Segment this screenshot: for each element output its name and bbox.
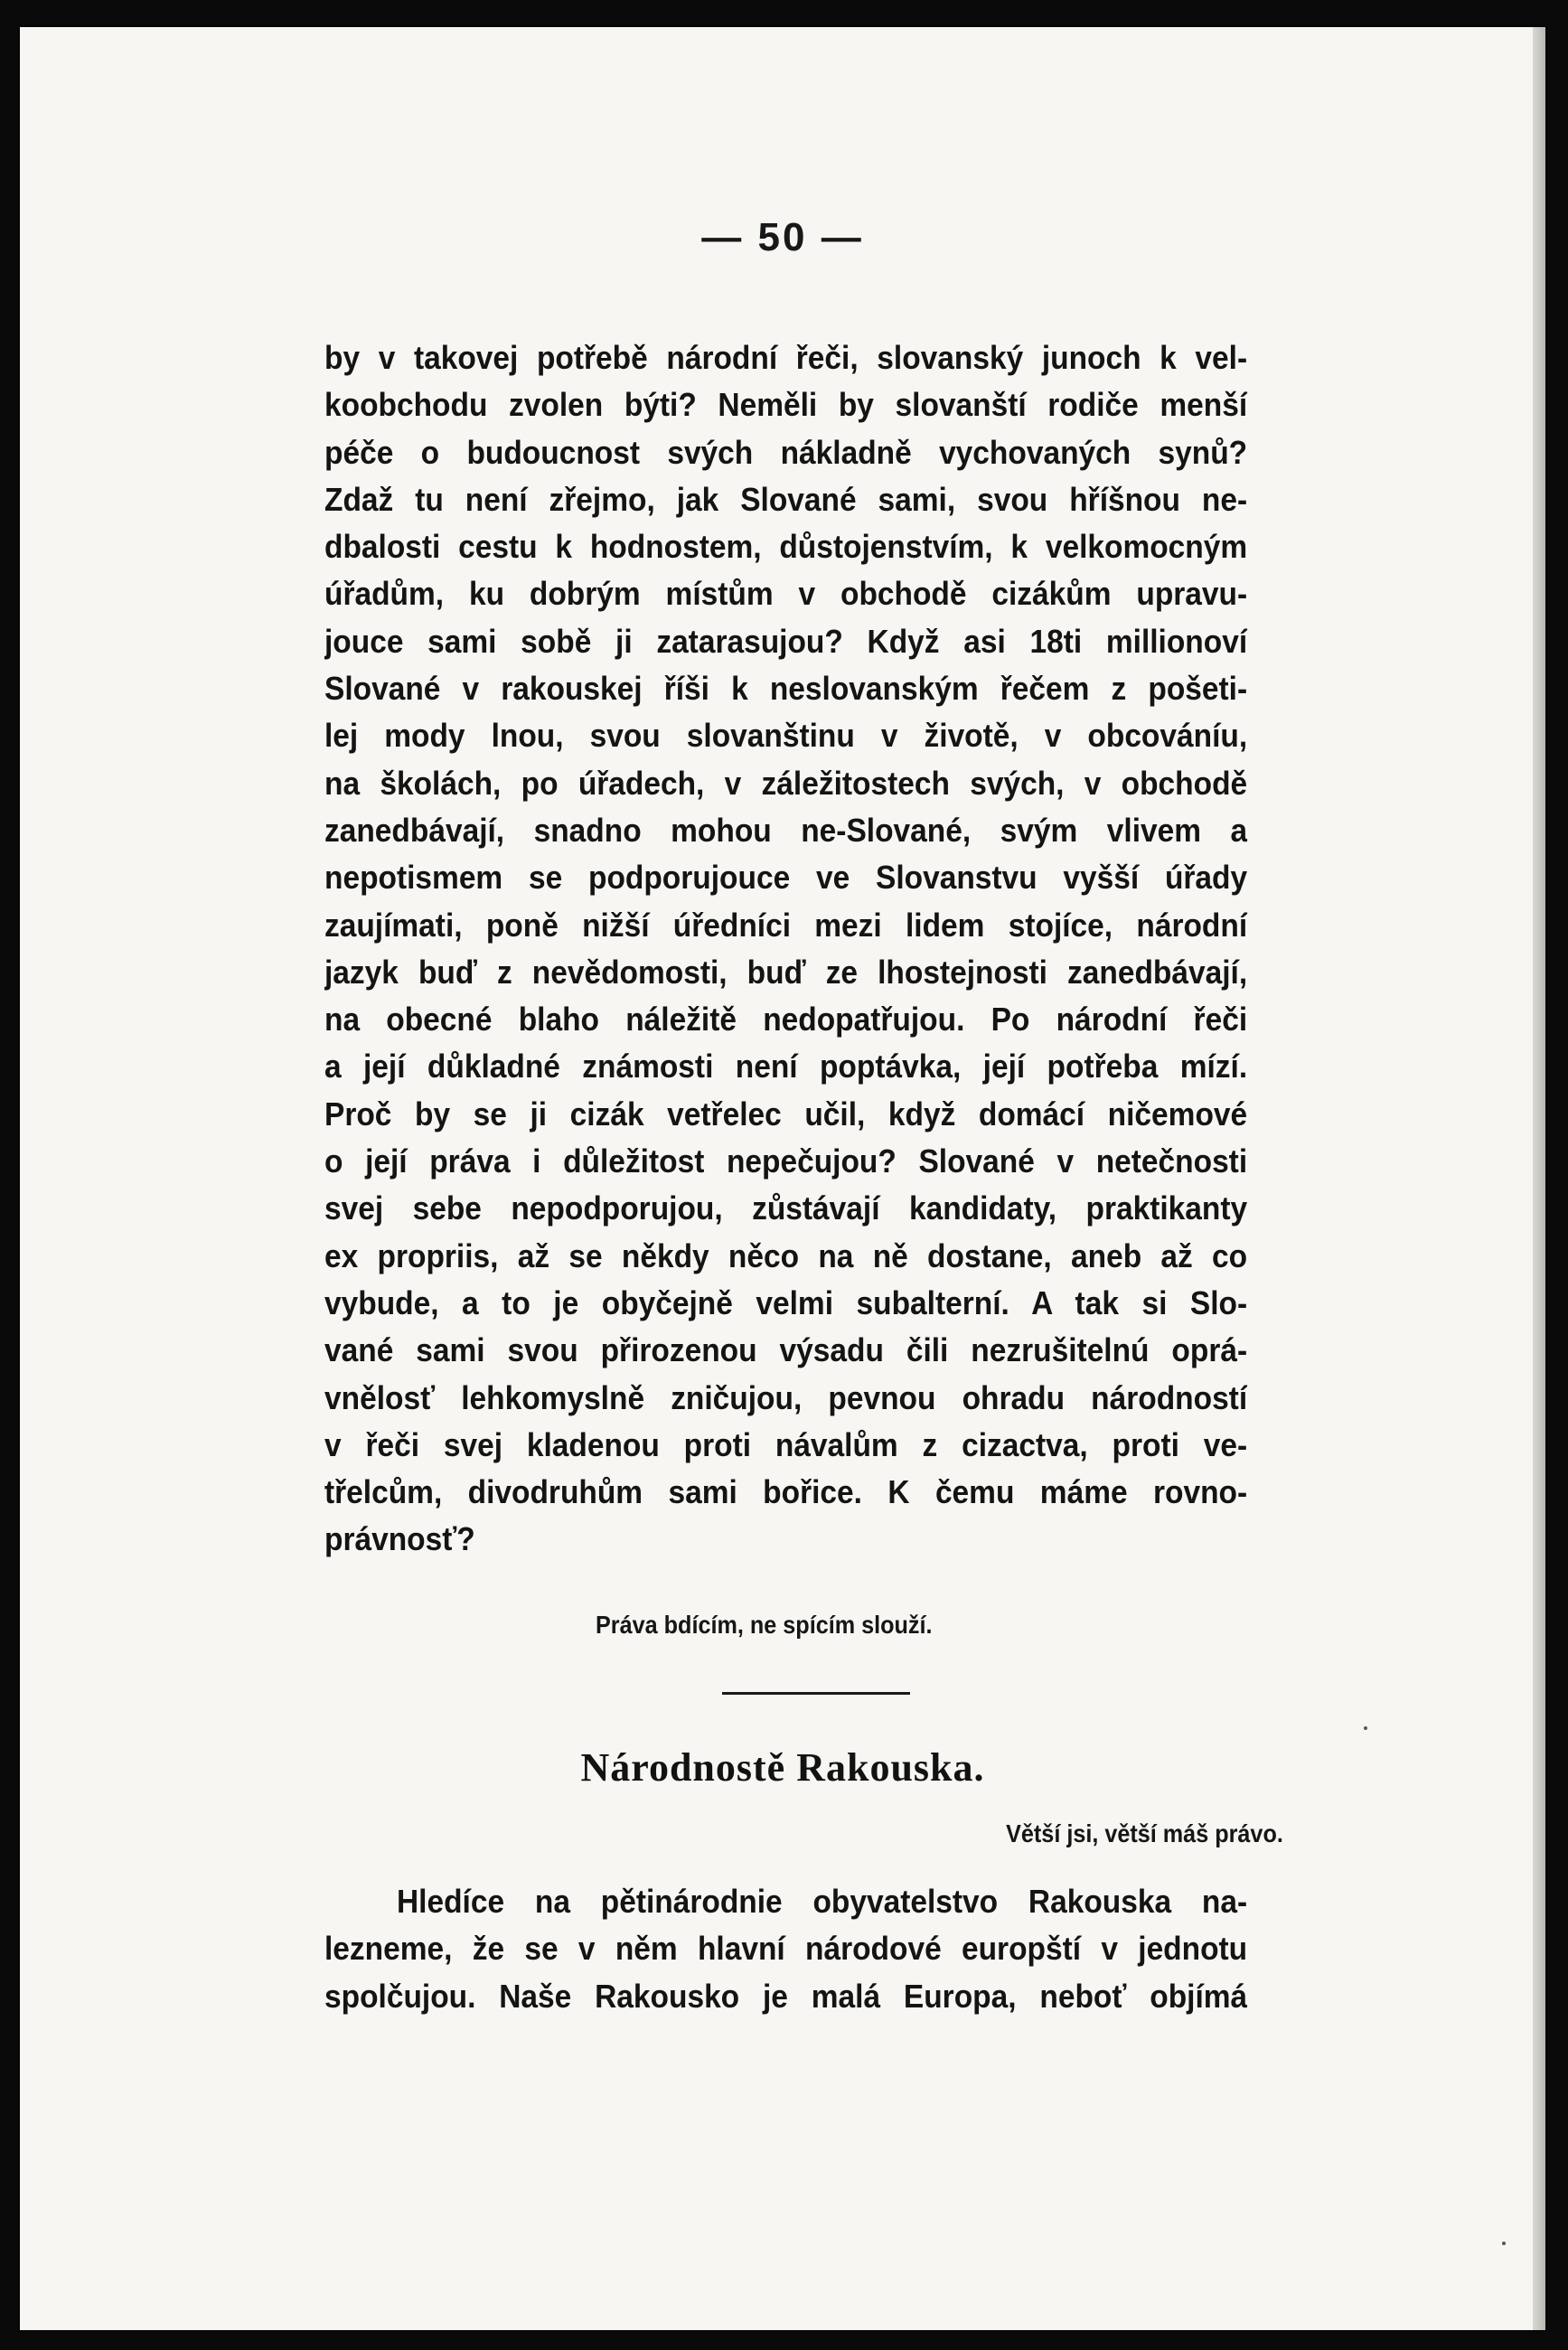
page-edge xyxy=(1533,27,1545,2330)
text-line: Proč by se ji cizák vetřelec učil, když domácí ničemové xyxy=(324,1095,1248,1133)
paper-speck xyxy=(1364,1726,1367,1730)
text-line: právnosť? xyxy=(324,1520,475,1558)
text-line: a její důkladné známosti není poptávka, její potřeba mízí. xyxy=(324,1048,1248,1086)
text-line: Hledíce na pětinárodnie obyvatelstvo Rakouska na- xyxy=(396,1883,1248,1920)
paragraph-2 xyxy=(324,1878,1247,2020)
text-line: spolčujou. Naše Rakousko je malá Europa, neboť objímá xyxy=(324,1977,1248,2015)
text-line: na obecné blaho náležitě nedopatřujou. Po národní řeči xyxy=(324,1001,1248,1039)
text-line: jouce sami sobě ji zatarasujou? Když asi 18ti millionoví xyxy=(324,622,1248,660)
text-line: zanedbávají, snadno mohou ne-Slované, svým vlivem a xyxy=(324,811,1248,849)
text-line: dbalosti cestu k hodnostem, důstojenstvím, k velkomocným xyxy=(324,528,1248,566)
text-line: Zdaž tu není zřejmo, jak Slované sami, svou hříšnou ne- xyxy=(324,480,1248,518)
text-line: svej sebe nepodporujou, zůstávají kandidaty, praktikanty xyxy=(324,1189,1248,1227)
text-line: koobchodu zvolen býti? Neměli by slovanští rodiče menší xyxy=(324,386,1248,424)
text-line: Slované v rakouskej říši k neslovanským řečem z pošeti- xyxy=(324,670,1248,708)
section-divider xyxy=(722,1692,910,1695)
text-line: vnělosť lehkomyslně zničujou, pevnou ohradu národností xyxy=(324,1378,1248,1416)
section-motto: Větší jsi, větší máš právo. xyxy=(1006,1819,1283,1847)
text-line: úřadům, ku dobrým místům v obchodě cizákům upravu- xyxy=(324,575,1248,613)
text-line: zaujímati, poně nižší úředníci mezi lidem stojíce, národní xyxy=(324,906,1248,944)
text-line: vybude, a to je obyčejně velmi subalterní. A tak si Slo- xyxy=(324,1283,1248,1321)
text-line: na školách, po úřadech, v záležitostech svých, v obchodě xyxy=(324,764,1248,802)
text-line: v řeči svej kladenou proti návalům z cizactva, proti ve- xyxy=(324,1425,1248,1463)
section-heading: Národnostě Rakouska. xyxy=(580,1745,985,1790)
text-line: vané sami svou přirozenou výsadu čili nezrušitelnú oprá- xyxy=(324,1331,1248,1369)
text-line: ex propriis, až se někdy něco na ně dostane, aneb až co xyxy=(324,1236,1248,1274)
text-line: lej mody lnou, svou slovanštinu v životě, v obcováníu, xyxy=(324,717,1248,755)
text-line: třelcům, divodruhům sami bořice. K čemu máme rovno- xyxy=(324,1473,1248,1511)
text-line: by v takovej potřebě národní řeči, slovanský junoch k vel- xyxy=(324,339,1248,376)
paper-speck xyxy=(1502,2242,1506,2245)
text-line: o její práva i důležitost nepečujou? Slované v netečnosti xyxy=(324,1142,1248,1180)
text-line: péče o budoucnost svých nákladně vychovaných synů? xyxy=(324,433,1248,471)
quote-line: Práva bdícím, ne spícím slouží. xyxy=(596,1611,933,1639)
text-line: nepotismem se podporujouce ve Slovanstvu vyšší úřady xyxy=(324,859,1248,897)
book-page xyxy=(20,27,1545,2330)
text-line: jazyk buď z nevědomosti, buď ze lhostejnosti zanedbávají, xyxy=(324,953,1248,991)
paragraph-1 xyxy=(324,334,1247,1564)
text-line: lezneme, že se v něm hlavní národové europští v jednotu xyxy=(324,1930,1248,1968)
page-number: — 50 — xyxy=(701,215,864,259)
